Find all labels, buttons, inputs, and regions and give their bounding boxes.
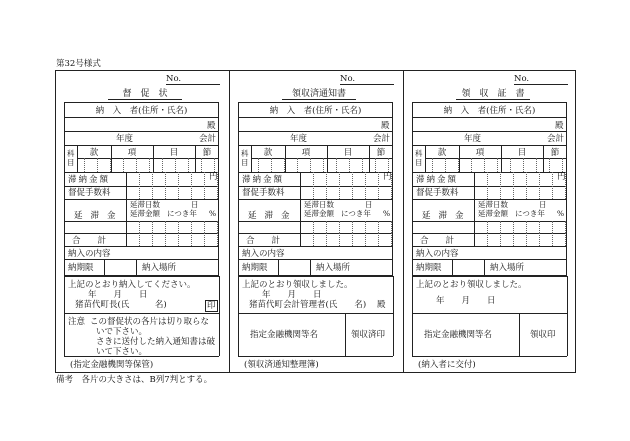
panel3-entai-days: 延滞日数 (478, 200, 508, 209)
panel2-entai-amount: 延滞金額 (304, 209, 334, 218)
panel2-digit-divider (336, 158, 337, 172)
panel2-row-line (238, 233, 393, 234)
panel1-digit-divider (149, 158, 150, 172)
panel1-digit-divider (110, 158, 111, 172)
panel3-digit-divider (523, 158, 524, 172)
panel1-kamoku-subline (77, 158, 219, 159)
panel2-amount-digit (352, 221, 353, 233)
panel3-stamp: 領収印 (530, 330, 556, 340)
panel3-row-line (412, 186, 567, 187)
panel2-nichi: 日 (365, 200, 373, 209)
panel1-digit-divider (136, 158, 137, 172)
panel2-digit-divider (284, 158, 285, 172)
panel1-setsu: 節 (202, 148, 212, 158)
panel2-digit-divider (362, 158, 363, 172)
panel2-amount-label-divider (300, 172, 301, 233)
panel2-digit-divider (375, 158, 376, 172)
panel2-row-line (238, 117, 393, 118)
panel1-total-digit (165, 233, 166, 246)
panel1-row-line (64, 246, 219, 247)
panel3-yen: 円 (557, 172, 566, 182)
panel3-content: 納入の内容 (416, 249, 459, 259)
panel1-nichi: 日 (191, 200, 199, 209)
panel1-kan: 款 (89, 148, 99, 158)
panel3-total-digit (552, 233, 553, 246)
panel3-message-right-border (567, 276, 568, 356)
panel2-digit-divider (310, 158, 311, 172)
panel2-amount-digit (326, 221, 327, 233)
panel2-tokusoku: 督促手数料 (242, 188, 285, 198)
panel2-row-line (238, 276, 393, 277)
panel1-kou: 項 (127, 148, 137, 158)
panel1-row-line (64, 131, 219, 132)
panel3-total-digit (526, 233, 527, 246)
panel1-amount-digit (165, 221, 166, 233)
panel1-row-line (64, 117, 219, 118)
panel3-row-line (412, 172, 567, 173)
panel3-due-divider (452, 259, 453, 276)
panel3-digit-divider (497, 158, 498, 172)
panel1-digit-divider (123, 158, 124, 172)
panel3-nichi: 日 (539, 200, 547, 209)
panel1-note1: この督促状の各片は切り取らな (90, 317, 210, 327)
panel1-digit-divider (201, 158, 202, 172)
panel3-amount-digit (552, 172, 553, 199)
panel1-row-line (64, 259, 219, 260)
panel3-digit-divider (484, 158, 485, 172)
panel2-entai: 延滞金 (248, 211, 298, 221)
panel3-amount-label-divider (474, 172, 475, 233)
panel3-digit-divider (471, 158, 472, 172)
form-number: 第32号様式 (56, 59, 101, 69)
panel2-row-line (238, 131, 393, 132)
panel1-payer-label: 納 入 者(住所・氏名) (95, 106, 188, 116)
panel1-amount-digit (191, 221, 192, 233)
panel-divider-1 (229, 70, 230, 373)
panel2-total-digit (352, 233, 353, 246)
panel2-total-digit (339, 233, 340, 246)
panel2-footer: (領収済通知整理簿) (244, 360, 319, 370)
panel1-total-digit (152, 233, 153, 246)
panel2-date: 年 月 日 (262, 290, 322, 300)
panel3-kan: 款 (437, 148, 447, 158)
panel1-title-underline (108, 99, 182, 100)
panel1-row-line (64, 172, 219, 173)
panel3-no-label: No. (514, 74, 530, 84)
panel3-kamoku: 科目 (415, 149, 423, 167)
panel2-setsu: 節 (376, 148, 386, 158)
panel1-rate: につき年 (167, 209, 197, 218)
panel1-digit-divider (188, 158, 189, 172)
panel1-digit-divider (97, 158, 98, 172)
panel2-message-right-border (393, 276, 394, 356)
panel1-total-digit (139, 233, 140, 246)
panel3-amount-digit (539, 172, 540, 199)
panel3-bank-divider (412, 313, 567, 314)
panel2-row-line (238, 246, 393, 247)
panel2-amount-digit (391, 172, 392, 199)
panel2-amount-digit (313, 172, 314, 199)
panel1-seal: 印 (207, 301, 216, 311)
panel1-digit-divider (214, 158, 215, 172)
panel1-amount-digit (191, 172, 192, 199)
panel2-total-digit (326, 233, 327, 246)
panel2-bottom-line (238, 356, 393, 357)
panel1-total-digit (217, 233, 218, 246)
panel2-message-left-border (238, 276, 239, 356)
panel2-content: 納入の内容 (242, 249, 285, 259)
panel2-total-digit (391, 233, 392, 246)
panel3-tainou: 滞納金額 (416, 175, 459, 185)
panel3-no-underline (514, 84, 568, 85)
panel1-amount-digit (139, 172, 140, 199)
outer-note: 備考 各片の大きさは、B列7判とする。 (56, 375, 213, 385)
panel2-amount-digit (352, 172, 353, 199)
panel2-row-line (238, 186, 393, 187)
panel3-amount-digit (526, 172, 527, 199)
panel3-message-left-border (412, 276, 413, 356)
panel2-no-underline (340, 84, 394, 85)
panel3-place-divider (484, 259, 485, 276)
panel3-title-underline (456, 99, 530, 100)
panel1-yen: 円 (209, 172, 218, 182)
panel3-tono: 殿 (555, 121, 564, 131)
panel3-total-digit (539, 233, 540, 246)
panel2-kaikei: 会計 (373, 134, 391, 144)
panel2-title: 領収済通知書 (291, 89, 346, 99)
panel1-entai-days: 延滞日数 (130, 200, 160, 209)
panel3-pct: % (557, 209, 565, 218)
panel3-total-divider (474, 233, 475, 246)
panel3-digit-divider (562, 158, 563, 172)
panel3-total-digit (513, 233, 514, 246)
panel3-row-line (412, 221, 567, 222)
panel1-amount-digit (217, 172, 218, 199)
panel2-digit-divider (258, 158, 259, 172)
panel1-amount-digit (139, 221, 140, 233)
panel2-place-divider (310, 259, 311, 276)
panel2-amount-digit (378, 172, 379, 199)
panel1-digit-divider (175, 158, 176, 172)
panel2-amount-digit (339, 172, 340, 199)
panel1-tainou: 滞納金額 (68, 175, 111, 185)
panel2-rate: につき年 (341, 209, 371, 218)
panel1-note3: さきに送付した納入通知書は破 (96, 337, 216, 347)
panel2-place: 納入場所 (316, 263, 351, 273)
panel1-no-label: No. (166, 74, 182, 84)
panel1-amount-digit (178, 221, 179, 233)
panel1-due: 納期限 (68, 263, 94, 273)
panel3-message: 上記のとおり領収しました。 (416, 280, 527, 290)
panel1-message-right-border (219, 276, 220, 356)
panel2-digit-divider (349, 158, 350, 172)
panel1-no-underline (166, 84, 220, 85)
panel2-moku: 目 (343, 148, 353, 158)
panel1-total-divider (126, 233, 127, 246)
panel2-row-line (238, 259, 393, 260)
panel3-amount-digit (500, 172, 501, 199)
panel2-amount-digit (391, 221, 392, 233)
panel2-amount-digit (326, 172, 327, 199)
panel1-due-divider (104, 259, 105, 276)
panel3-nendo: 年度 (464, 134, 482, 144)
panel1-row-line (64, 186, 219, 187)
panel3-amount-digit (526, 221, 527, 233)
panel1-amount-label-divider (126, 172, 127, 233)
panel3-row-line (412, 246, 567, 247)
panel2-goukei: 合 計 (246, 236, 281, 246)
panel1-note4: いて下さい。 (96, 347, 148, 357)
panel2-payer-label: 納 入 者(住所・氏名) (269, 106, 362, 116)
panel2-row-line (238, 172, 393, 173)
panel3-amount-digit (487, 221, 488, 233)
panel2-total-divider (300, 233, 301, 246)
panel3-digit-divider (432, 158, 433, 172)
panel3-entai-amount: 延滞金額 (478, 209, 508, 218)
panel2-stamp: 領収済印 (351, 330, 386, 340)
panel2-kou: 項 (301, 148, 311, 158)
panel3-amount-digit (500, 221, 501, 233)
panel1-kamoku: 科目 (67, 149, 75, 167)
panel2-due-divider (278, 259, 279, 276)
panel3-footer: (納入者に交付) (418, 360, 476, 370)
panel3-total-digit (487, 233, 488, 246)
panel2-entai-days: 延滞日数 (304, 200, 334, 209)
panel2-row-line (238, 221, 393, 222)
panel3-amount-digit (565, 221, 566, 233)
panel3-row-line (412, 117, 567, 118)
panel2-tono2: 殿 (377, 300, 386, 310)
panel3-kaikei: 会計 (547, 134, 565, 144)
panel3-row-line (412, 276, 567, 277)
panel2-total-digit (365, 233, 366, 246)
panel1-issuer: 猪苗代町長(氏 名) (75, 300, 167, 310)
panel3-amount-digit (513, 221, 514, 233)
panel3-due: 納期限 (416, 263, 442, 273)
panel2-amount-digit (313, 221, 314, 233)
panel3-amount-digit (565, 172, 566, 199)
panel3-bank: 指定金融機関等名 (424, 330, 493, 340)
panel3-goukei: 合 計 (420, 236, 455, 246)
panel3-title: 領 収 証 書 (461, 89, 525, 99)
panel2-total-digit (378, 233, 379, 246)
panel3-tokusoku: 督促手数料 (416, 188, 459, 198)
panel2-tono: 殿 (381, 121, 390, 131)
panel3-moku: 目 (517, 148, 527, 158)
panel2-bank: 指定金融機関等名 (250, 330, 319, 340)
panel3-row-line (412, 233, 567, 234)
panel1-tokusoku: 督促手数料 (68, 188, 111, 198)
panel3-amount-digit (539, 221, 540, 233)
panel3-total-digit (500, 233, 501, 246)
panel1-row-line (64, 221, 219, 222)
panel1-title: 督 促 状 (122, 89, 168, 99)
panel2-amount-digit (365, 172, 366, 199)
panel1-amount-digit (217, 221, 218, 233)
panel1-amount-digit (204, 221, 205, 233)
panel3-amount-digit (513, 172, 514, 199)
panel2-digit-divider (323, 158, 324, 172)
panel1-digit-divider (162, 158, 163, 172)
panel3-rate: につき年 (515, 209, 545, 218)
panel3-amount-digit (487, 172, 488, 199)
panel3-payer-label: 納 入 者(住所・氏名) (443, 106, 536, 116)
panel3-entai: 延滞金 (422, 211, 472, 221)
panel1-content: 納入の内容 (68, 249, 111, 259)
panel3-setsu: 節 (550, 148, 560, 158)
panel3-digit-divider (549, 158, 550, 172)
panel2-issuer: 猪苗代町会計管理者(氏 名) (249, 300, 367, 310)
panel1-message-left-border (64, 276, 65, 356)
panel3-row-line (412, 259, 567, 260)
panel1-place: 納入場所 (142, 263, 177, 273)
panel3-digit-divider (510, 158, 511, 172)
panel1-date: 年 月 日 (88, 290, 148, 300)
panel1-note-label: 注意 (68, 317, 86, 327)
panel1-total-digit (178, 233, 179, 246)
panel3-row-line (412, 131, 567, 132)
panel2-amount-digit (365, 221, 366, 233)
panel2-due: 納期限 (242, 263, 268, 273)
panel1-row-line (64, 276, 219, 277)
panel1-amount-digit (152, 221, 153, 233)
panel2-total-digit (313, 233, 314, 246)
panel2-kamoku-subline (251, 158, 393, 159)
panel3-stamp-divider (519, 313, 520, 356)
panel1-total-digit (191, 233, 192, 246)
panel1-entai: 延滞金 (74, 211, 124, 221)
panel1-entai-amount: 延滞金額 (130, 209, 160, 218)
panel2-pct: % (383, 209, 391, 218)
panel2-kamoku: 科目 (241, 149, 249, 167)
panel1-amount-digit (165, 172, 166, 199)
panel3-kamoku-subline (425, 158, 567, 159)
panel3-amount-digit (552, 221, 553, 233)
panel1-footer: (指定金融機関等保管) (70, 360, 154, 370)
panel2-bank-divider (238, 313, 393, 314)
panel1-note2: いで下さい。 (96, 327, 148, 337)
panel2-digit-divider (388, 158, 389, 172)
panel2-digit-divider (271, 158, 272, 172)
panel1-place-divider (136, 259, 137, 276)
panel1-kaikei: 会計 (199, 134, 217, 144)
panel1-total-digit (204, 233, 205, 246)
panel2-title-underline (282, 99, 356, 100)
panel1-amount-digit (178, 172, 179, 199)
panel3-digit-divider (445, 158, 446, 172)
panel1-note-divider (64, 313, 219, 314)
panel1-row-line (64, 233, 219, 234)
panel1-tono: 殿 (207, 121, 216, 131)
panel1-goukei: 合 計 (72, 236, 107, 246)
panel3-digit-divider (536, 158, 537, 172)
panel1-amount-digit (204, 172, 205, 199)
panel2-no-label: No. (340, 74, 356, 84)
panel2-yen: 円 (383, 172, 392, 182)
panel2-digit-divider (297, 158, 298, 172)
panel2-stamp-divider (345, 313, 346, 356)
panel3-total-digit (565, 233, 566, 246)
panel3-digit-divider (458, 158, 459, 172)
panel-divider-2 (403, 70, 404, 373)
panel3-date: 年 月 日 (436, 296, 496, 306)
panel2-message: 上記のとおり領収しました。 (242, 280, 353, 290)
panel2-tainou: 滞納金額 (242, 175, 285, 185)
panel3-kou: 項 (475, 148, 485, 158)
panel1-moku: 目 (169, 148, 179, 158)
panel3-place: 納入場所 (490, 263, 525, 273)
panel1-amount-digit (152, 172, 153, 199)
panel2-kan: 款 (263, 148, 273, 158)
panel1-nendo: 年度 (116, 134, 134, 144)
panel1-message: 上記のとおり納入してください。 (68, 280, 196, 290)
panel2-amount-digit (378, 221, 379, 233)
panel1-pct: % (209, 209, 217, 218)
panel2-amount-digit (339, 221, 340, 233)
panel3-bottom-line (412, 356, 567, 357)
panel1-digit-divider (84, 158, 85, 172)
panel2-nendo: 年度 (290, 134, 308, 144)
